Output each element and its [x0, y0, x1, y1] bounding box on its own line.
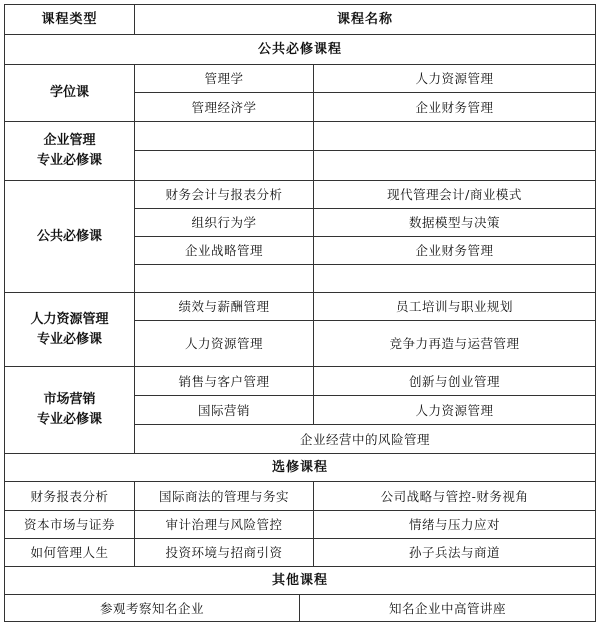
- empty-cell: [134, 121, 314, 151]
- course-cell: 国际营销: [134, 395, 314, 425]
- category-hr-line2: 专业必修课: [36, 331, 102, 347]
- course-cell: 现代管理会计/商业模式: [313, 180, 596, 209]
- empty-cell: [313, 264, 596, 293]
- course-cell: 人力资源管理: [313, 64, 596, 93]
- section-elective: 选修课程: [4, 453, 596, 482]
- elective-cell: 公司战略与管控-财务视角: [313, 481, 596, 511]
- other-cell: 参观考察知名企业: [4, 594, 300, 622]
- category-enterprise-line1: 企业管理: [43, 133, 96, 148]
- course-cell: 竞争力再造与运营管理: [313, 320, 596, 367]
- elective-cell: 资本市场与证券: [4, 510, 135, 539]
- course-cell: 数据模型与决策: [313, 208, 596, 237]
- category-hr: [4, 292, 135, 367]
- course-cell: 管理经济学: [134, 92, 314, 122]
- course-cell: 组织行为学: [134, 208, 314, 237]
- course-cell: 销售与客户管理: [134, 366, 314, 396]
- course-cell: 绩效与薪酬管理: [134, 292, 314, 321]
- header-name: 课程名称: [134, 4, 596, 35]
- header-type: 课程类型: [4, 4, 135, 35]
- course-cell: 创新与创业管理: [313, 366, 596, 396]
- empty-cell: [134, 150, 314, 181]
- category-hr-line1: 人力资源管理: [30, 311, 109, 327]
- course-cell: 企业财务管理: [313, 92, 596, 122]
- course-cell: 员工培训与职业规划: [313, 292, 596, 321]
- category-marketing-line2: 专业必修课: [36, 412, 102, 427]
- category-marketing-line1: 市场营销: [43, 392, 96, 407]
- empty-cell: [313, 150, 596, 181]
- section-other: 其他课程: [4, 566, 596, 595]
- category-marketing: [4, 366, 135, 454]
- category-degree-label: 学位课: [49, 85, 89, 100]
- course-cell: 企业经营中的风险管理: [134, 424, 596, 454]
- course-cell: 人力资源管理: [313, 395, 596, 425]
- elective-cell: 情绪与压力应对: [313, 510, 596, 539]
- course-table: [4, 4, 596, 622]
- course-cell: 财务会计与报表分析: [134, 180, 314, 209]
- elective-cell: 审计治理与风险管控: [134, 510, 314, 539]
- course-cell: 企业战略管理: [134, 236, 314, 265]
- category-public: [4, 180, 135, 293]
- elective-cell: 如何管理人生: [4, 538, 135, 567]
- elective-cell: 财务报表分析: [4, 481, 135, 511]
- elective-cell: 孙子兵法与商道: [313, 538, 596, 567]
- elective-cell: 投资环境与招商引资: [134, 538, 314, 567]
- category-degree: [4, 64, 135, 122]
- elective-cell: 国际商法的管理与务实: [134, 481, 314, 511]
- other-cell: 知名企业中高管讲座: [299, 594, 596, 622]
- empty-cell: [313, 121, 596, 151]
- course-cell: 企业财务管理: [313, 236, 596, 265]
- category-enterprise: [4, 121, 135, 181]
- course-cell: 人力资源管理: [134, 320, 314, 367]
- course-cell: 管理学: [134, 64, 314, 93]
- category-enterprise-line2: 专业必修课: [36, 153, 102, 168]
- empty-cell: [134, 264, 314, 293]
- category-public-label: 公共必修课: [36, 228, 102, 244]
- section-public-required: 公共必修课程: [4, 34, 596, 65]
